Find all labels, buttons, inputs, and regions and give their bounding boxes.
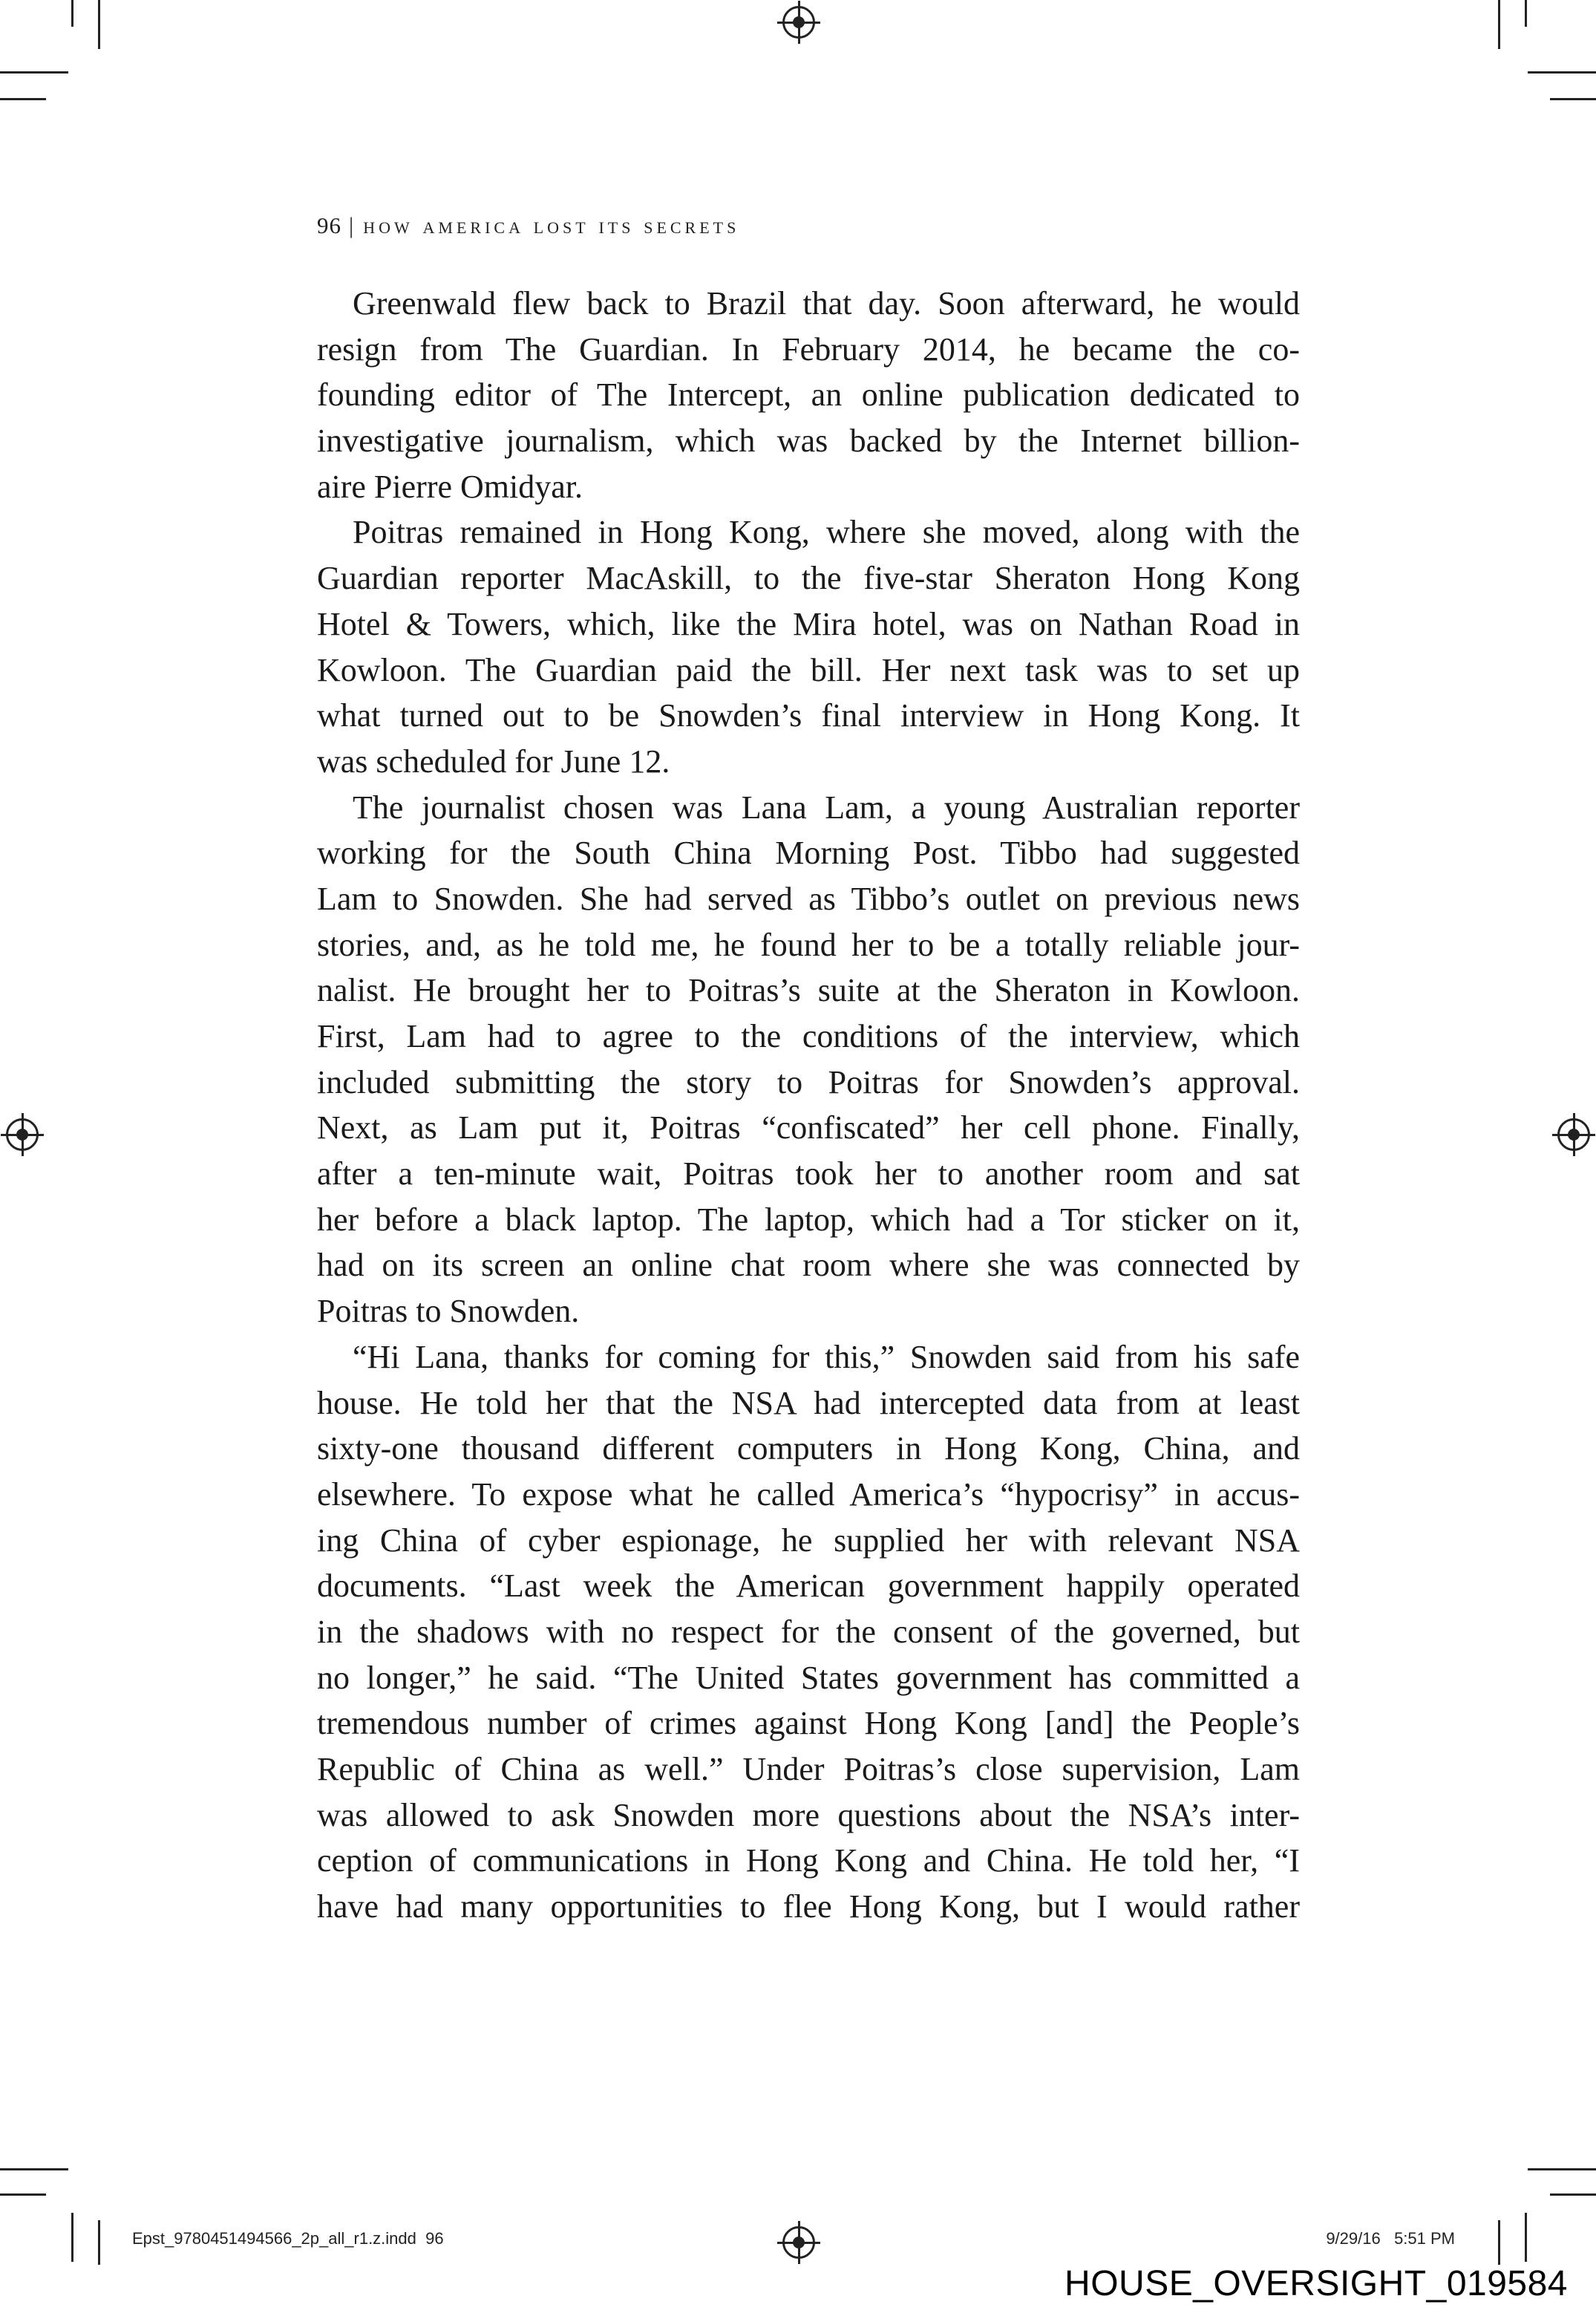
text-line: ception of communications in Hong Kong and China. He told her, “I: [317, 1842, 1300, 1879]
text-line: after a ten-minute wait, Poitras took her to another room and sat: [317, 1155, 1300, 1193]
text-line: house. He told her that the NSA had intercepted data from at least: [317, 1384, 1300, 1421]
body-text: [317, 281, 1300, 1930]
crop-mark-icon: [1550, 2193, 1596, 2196]
text-line: Hotel & Towers, which, like the Mira hotel, was on Nathan Road in: [317, 605, 1300, 642]
crop-mark-icon: [71, 2213, 73, 2262]
text-line: sixty-one thousand different computers in Hong Kong, China, and: [317, 1430, 1300, 1467]
crop-mark-icon: [1528, 2168, 1596, 2170]
slug-date: 9/29/16: [1326, 2229, 1381, 2248]
registration-mark-icon: [1557, 1118, 1590, 1151]
text-line: resign from The Guardian. In February 2014, he became the co-: [317, 330, 1300, 368]
text-line: “Hi Lana, thanks for coming for this,” Snowden said from his safe: [353, 1338, 1300, 1375]
text-line: The journalist chosen was Lana Lam, a young Australian reporter: [353, 789, 1300, 826]
text-line: was scheduled for June 12.: [317, 743, 670, 780]
text-line: have had many opportunities to flee Hong Kong, but I would rather: [317, 1888, 1300, 1925]
slug-timestamp: [1326, 2229, 1455, 2248]
running-head-separator: |: [349, 212, 356, 238]
text-line: what turned out to be Snowden’s final interview in Hong Kong. It: [317, 697, 1300, 734]
crop-mark-icon: [1498, 0, 1500, 49]
crop-mark-icon: [0, 98, 46, 100]
crop-mark-icon: [1528, 71, 1596, 74]
slug-filename: Epst_9780451494566_2p_all_r1.z.indd: [132, 2229, 416, 2248]
crop-mark-icon: [98, 2220, 100, 2265]
text-line: aire Pierre Omidyar.: [317, 468, 583, 505]
text-line: Next, as Lam put it, Poitras “confiscated” her cell phone. Finally,: [317, 1109, 1300, 1146]
book-title: how america lost its secrets: [363, 212, 740, 238]
crop-mark-icon: [98, 0, 100, 49]
running-head: [317, 212, 739, 239]
bates-number: HOUSE_OVERSIGHT_019584: [1064, 2264, 1568, 2303]
text-line: nalist. He brought her to Poitras’s suite at the Sheraton in Kowloon.: [317, 972, 1300, 1009]
text-line: founding editor of The Intercept, an online publication dedicated to: [317, 376, 1300, 414]
crop-mark-icon: [0, 71, 68, 74]
slug-file-info: [132, 2229, 444, 2248]
text-line: tremendous number of crimes against Hong Kong [and] the People’s: [317, 1705, 1300, 1742]
text-line: working for the South China Morning Post. Tibbo had suggested: [317, 835, 1300, 872]
text-line: documents. “Last week the American government happily operated: [317, 1568, 1300, 1605]
crop-mark-icon: [1525, 0, 1527, 27]
crop-mark-icon: [1498, 2220, 1500, 2265]
registration-mark-icon: [6, 1118, 39, 1151]
text-line: Lam to Snowden. She had served as Tibbo’s outlet on previous news: [317, 880, 1300, 917]
text-line: Guardian reporter MacAskill, to the five-star Sheraton Hong Kong: [317, 560, 1300, 597]
text-line: investigative journalism, which was backed by the Internet billion-: [317, 423, 1300, 460]
text-line: Greenwald flew back to Brazil that day. Soon afterward, he would: [353, 285, 1300, 322]
text-line: elsewhere. To expose what he called America’s “hypocrisy” in accus-: [317, 1475, 1300, 1513]
registration-mark-icon: [782, 2226, 815, 2259]
registration-mark-icon: [782, 6, 815, 39]
text-line: was allowed to ask Snowden more questions about the NSA’s inter-: [317, 1796, 1300, 1833]
text-line: her before a black laptop. The laptop, which had a Tor sticker on it,: [317, 1201, 1300, 1238]
text-line: Poitras remained in Hong Kong, where she moved, along with the: [353, 514, 1300, 551]
text-line: in the shadows with no respect for the consent of the governed, but: [317, 1613, 1300, 1650]
text-line: Republic of China as well.” Under Poitras’s close supervision, Lam: [317, 1751, 1300, 1787]
crop-mark-icon: [1525, 2213, 1527, 2262]
text-line: First, Lam had to agree to the conditions of the interview, which: [317, 1018, 1300, 1054]
crop-mark-icon: [71, 0, 73, 27]
slug-time: 5:51 PM: [1394, 2229, 1455, 2248]
text-line: Poitras to Snowden.: [317, 1293, 580, 1330]
text-line: no longer,” he said. “The United States government has committed a: [317, 1659, 1300, 1696]
crop-mark-icon: [0, 2168, 68, 2170]
text-line: included submitting the story to Poitras for Snowden’s approval.: [317, 1063, 1300, 1100]
text-line: ing China of cyber espionage, he supplied her with relevant NSA: [317, 1521, 1300, 1559]
page-number: 96: [317, 212, 341, 238]
slug-page: 96: [425, 2229, 444, 2248]
crop-mark-icon: [0, 2193, 46, 2196]
text-line: had on its screen an online chat room where she was connected by: [317, 1247, 1300, 1284]
text-line: Kowloon. The Guardian paid the bill. Her next task was to set up: [317, 651, 1300, 688]
crop-mark-icon: [1550, 98, 1596, 100]
text-line: stories, and, as he told me, he found her to be a totally reliable jour-: [317, 926, 1300, 963]
